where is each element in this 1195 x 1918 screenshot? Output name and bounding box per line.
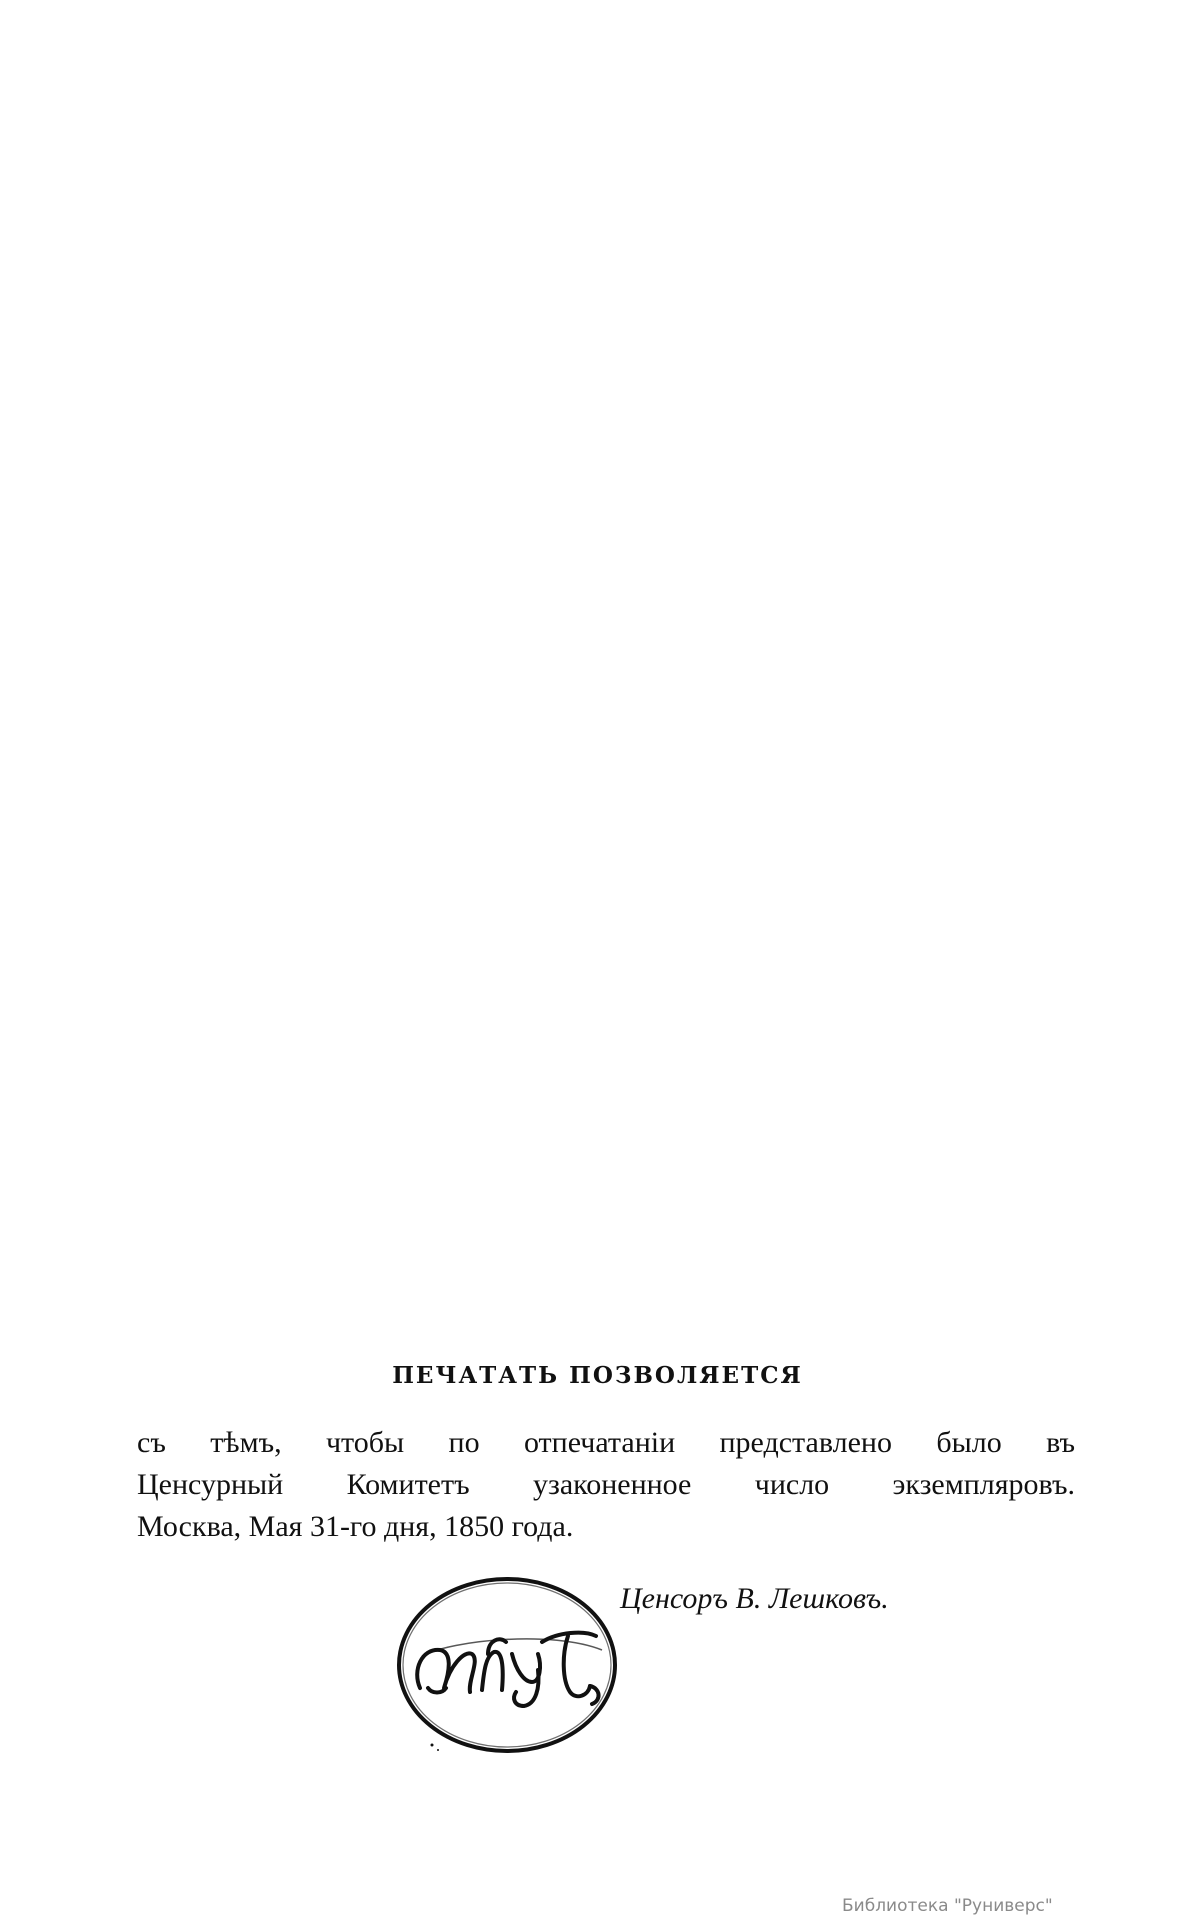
- paragraph-line-3: Москва, Мая 31-го дня, 1850 года.: [137, 1510, 574, 1543]
- censor-signature: Ценсоръ В. Лешковъ.: [620, 1582, 889, 1615]
- page-heading: ПЕЧАТАТЬ ПОЗВОЛЯЕТСЯ: [392, 1362, 803, 1389]
- paragraph-line-1: съ тѣмъ, чтобы по отпечатаніи представлено было въ: [137, 1426, 1075, 1459]
- censorship-paragraph: [137, 1422, 1075, 1548]
- paragraph-line-2: Ценсурный Комитетъ узаконенное число экземпляровъ.: [137, 1468, 1075, 1501]
- library-watermark: Библиотека "Руниверс": [842, 1896, 1053, 1916]
- stamp-seal-icon: [392, 1570, 622, 1760]
